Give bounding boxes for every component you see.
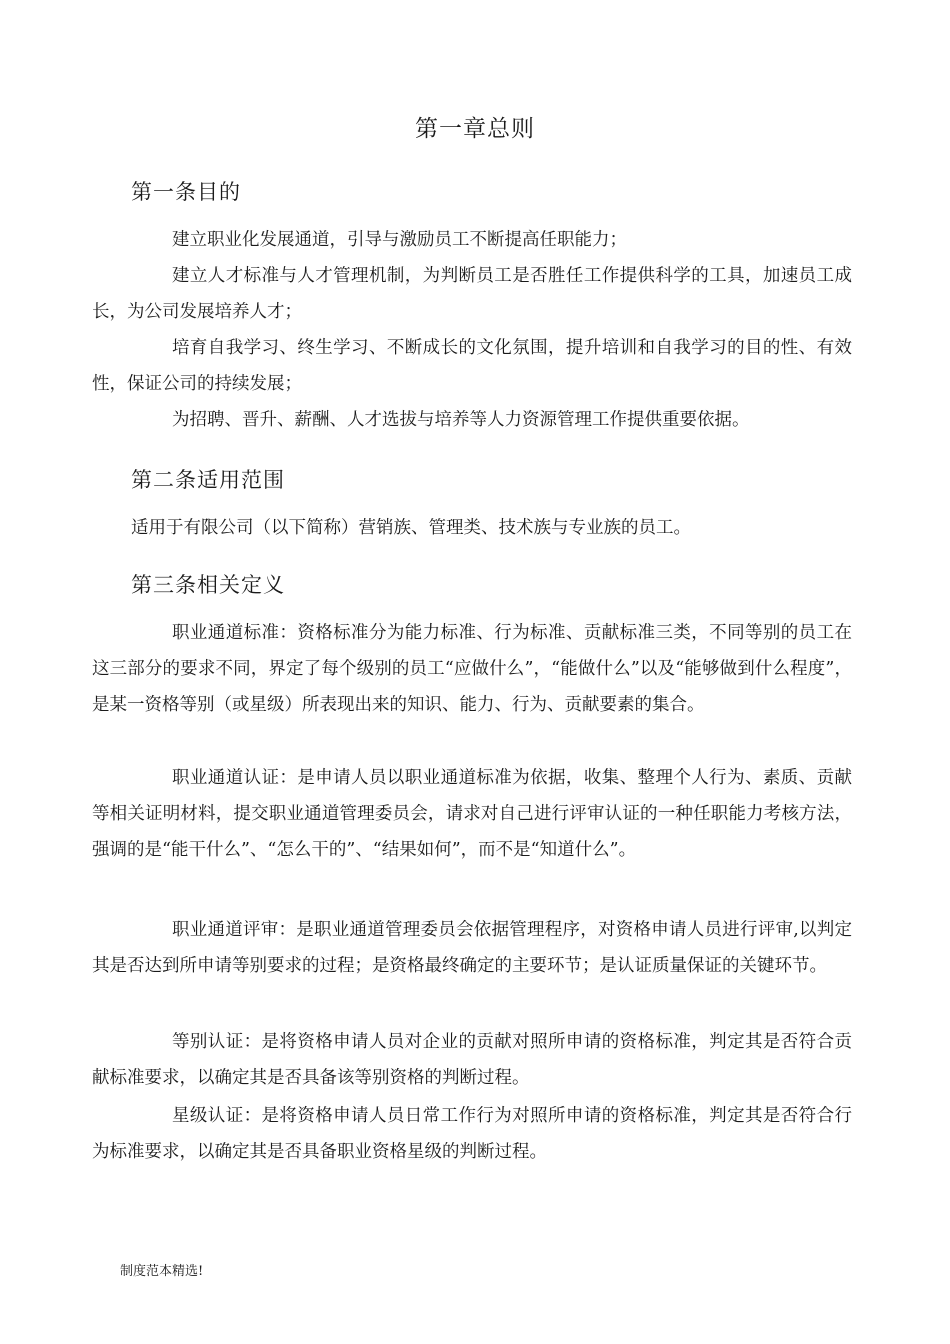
paragraph: 建立人才标准与人才管理机制，为判断员工是否胜任工作提供科学的工具，加速员工成长，为公司发展培养人才； xyxy=(92,266,852,322)
paragraph: 适用于有限公司（以下简称）营销族、管理类、技术族与专业族的员工。 xyxy=(131,518,691,538)
paragraph: 星级认证：是将资格申请人员日常工作行为对照所申请的资格标准，判定其是否符合行为标准要求，以确定其是否具备职业资格星级的判断过程。 xyxy=(92,1106,852,1162)
paragraph: 职业通道评审：是职业通道管理委员会依据管理程序，对资格申请人员进行评审,以判定其是否达到所申请等别要求的过程；是资格最终确定的主要环节；是认证质量保证的关键环节。 xyxy=(92,920,852,976)
footer-note: 制度范本精选! xyxy=(120,1264,204,1279)
section-heading-scope: 第二条适用范围 xyxy=(131,468,285,492)
section-heading-purpose: 第一条目的 xyxy=(131,180,241,204)
chapter-title: 第一章总则 xyxy=(415,116,535,142)
paragraph: 职业通道标准：资格标准分为能力标准、行为标准、贡献标准三类，不同等别的员工在这三部分的要求不同，界定了每个级别的员工“应做什么”，“能做什么”以及“能够做到什么程度”，是某一资格等别（或星级）所表现出来的知识、能力、行为、贡献要素的集合。 xyxy=(92,623,852,715)
paragraph: 为招聘、晋升、薪酬、人才选拔与培养等人力资源管理工作提供重要依据。 xyxy=(172,410,750,430)
paragraph: 培育自我学习、终生学习、不断成长的文化氛围，提升培训和自我学习的目的性、有效性，保证公司的持续发展； xyxy=(92,338,852,394)
section-heading-definitions: 第三条相关定义 xyxy=(131,573,285,597)
paragraph: 建立职业化发展通道，引导与激励员工不断提高任职能力； xyxy=(172,230,627,250)
paragraph: 职业通道认证：是申请人员以职业通道标准为依据，收集、整理个人行为、素质、贡献等相关证明材料，提交职业通道管理委员会，请求对自己进行评审认证的一种任职能力考核方法，强调的是“能干什么”、“怎么干的”、“结果如何”，而不是“知道什么”。 xyxy=(92,768,852,860)
paragraph: 等别认证：是将资格申请人员对企业的贡献对照所申请的资格标准，判定其是否符合贡献标准要求，以确定其是否具备该等别资格的判断过程。 xyxy=(92,1032,852,1088)
